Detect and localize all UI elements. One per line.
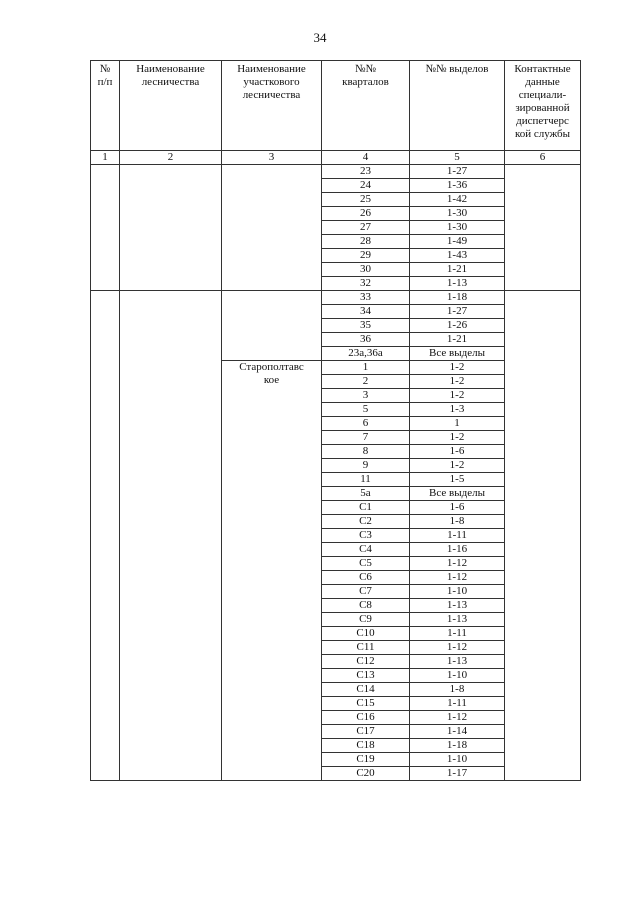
cell-forestry [120,165,222,291]
column-header-5: №№ выделов [410,61,505,151]
cell-allotment: 1-18 [410,291,505,305]
cell-allotment: 1-21 [410,333,505,347]
column-header-3: Наименование участкового лесничества [222,61,322,151]
cell-allotment: 1-18 [410,739,505,753]
cell-quarter: С16 [322,711,410,725]
cell-allotment: 1-13 [410,599,505,613]
cell-quarter: 2 [322,375,410,389]
cell-quarter: 29 [322,249,410,263]
cell-quarter: 3 [322,389,410,403]
cell-quarter: С2 [322,515,410,529]
cell-allotment: 1-13 [410,613,505,627]
cell-quarter: 34 [322,305,410,319]
cell-allotment: 1-12 [410,571,505,585]
cell-quarter: 6 [322,417,410,431]
cell-quarter: С11 [322,641,410,655]
cell-quarter: С1 [322,501,410,515]
cell-allotment: 1-30 [410,221,505,235]
cell-quarter: С8 [322,599,410,613]
cell-quarter: С6 [322,571,410,585]
cell-quarter: 35 [322,319,410,333]
table-row [91,165,581,179]
cell-quarter: С14 [322,683,410,697]
cell-quarter: 1 [322,361,410,375]
cell-quarter: 36 [322,333,410,347]
cell-quarter: С12 [322,655,410,669]
cell-allotment: 1-2 [410,459,505,473]
cell-allotment: 1-21 [410,263,505,277]
cell-allotment: Все выделы [410,347,505,361]
cell-allotment: 1-10 [410,753,505,767]
column-number-6: 6 [505,151,581,165]
cell-allotment: Все выделы [410,487,505,501]
cell-allotment: 1-16 [410,543,505,557]
cell-district-name: Старополтавс кое [222,361,322,781]
cell-allotment: 1-5 [410,473,505,487]
cell-allotment: 1-2 [410,361,505,375]
cell-quarter: С9 [322,613,410,627]
cell-district [222,291,322,361]
cell-quarter: С20 [322,767,410,781]
cell-allotment: 1-10 [410,669,505,683]
cell-quarter: С7 [322,585,410,599]
header-row [91,61,581,151]
cell-allotment: 1-12 [410,641,505,655]
cell-allotment: 1-2 [410,431,505,445]
cell-quarter: 9 [322,459,410,473]
cell-allotment: 1-11 [410,627,505,641]
cell-allotment: 1-3 [410,403,505,417]
cell-allotment: 1-2 [410,375,505,389]
cell-quarter: 7 [322,431,410,445]
cell-quarter: С3 [322,529,410,543]
cell-quarter: 5а [322,487,410,501]
cell-district [222,165,322,291]
column-header-6: Контактные данные специали- зированной диспетчерс кой службы [505,61,581,151]
cell-allotment: 1-26 [410,319,505,333]
cell-number [91,291,120,781]
cell-quarter: 11 [322,473,410,487]
column-number-3: 3 [222,151,322,165]
cell-allotment: 1-12 [410,557,505,571]
cell-allotment: 1-17 [410,767,505,781]
column-number-2: 2 [120,151,222,165]
cell-quarter: 8 [322,445,410,459]
cell-quarter: С15 [322,697,410,711]
table-row [91,291,581,305]
column-number-row [91,151,581,165]
page-number: 34 [313,30,327,45]
cell-quarter: 24 [322,179,410,193]
cell-allotment: 1-36 [410,179,505,193]
cell-allotment: 1-12 [410,711,505,725]
cell-quarter: 23а,36а [322,347,410,361]
cell-allotment: 1-27 [410,165,505,179]
cell-allotment: 1 [410,417,505,431]
cell-quarter: С10 [322,627,410,641]
cell-quarter: С18 [322,739,410,753]
cell-quarter: С19 [322,753,410,767]
cell-allotment: 1-30 [410,207,505,221]
cell-quarter: С4 [322,543,410,557]
cell-quarter: С17 [322,725,410,739]
cell-quarter: С5 [322,557,410,571]
cell-allotment: 1-2 [410,389,505,403]
column-header-4: №№ кварталов [322,61,410,151]
cell-quarter: 30 [322,263,410,277]
cell-quarter: 32 [322,277,410,291]
cell-quarter: 28 [322,235,410,249]
cell-quarter: С13 [322,669,410,683]
cell-quarter: 33 [322,291,410,305]
cell-quarter: 27 [322,221,410,235]
cell-allotment: 1-13 [410,277,505,291]
cell-allotment: 1-43 [410,249,505,263]
cell-allotment: 1-10 [410,585,505,599]
column-header-1: № п/п [91,61,120,151]
cell-number [91,165,120,291]
cell-quarter: 5 [322,403,410,417]
column-header-2: Наименование лесничества [120,61,222,151]
cell-allotment: 1-8 [410,683,505,697]
column-number-5: 5 [410,151,505,165]
cell-quarter: 25 [322,193,410,207]
cell-allotment: 1-49 [410,235,505,249]
cell-allotment: 1-8 [410,515,505,529]
cell-allotment: 1-14 [410,725,505,739]
cell-contacts [505,291,581,781]
column-number-4: 4 [322,151,410,165]
cell-quarter: 26 [322,207,410,221]
cell-allotment: 1-11 [410,529,505,543]
cell-quarter: 23 [322,165,410,179]
forestry-table [90,60,581,781]
cell-allotment: 1-6 [410,501,505,515]
cell-allotment: 1-42 [410,193,505,207]
column-number-1: 1 [91,151,120,165]
cell-forestry [120,291,222,781]
cell-allotment: 1-27 [410,305,505,319]
cell-allotment: 1-13 [410,655,505,669]
cell-contacts [505,165,581,291]
cell-allotment: 1-11 [410,697,505,711]
cell-allotment: 1-6 [410,445,505,459]
